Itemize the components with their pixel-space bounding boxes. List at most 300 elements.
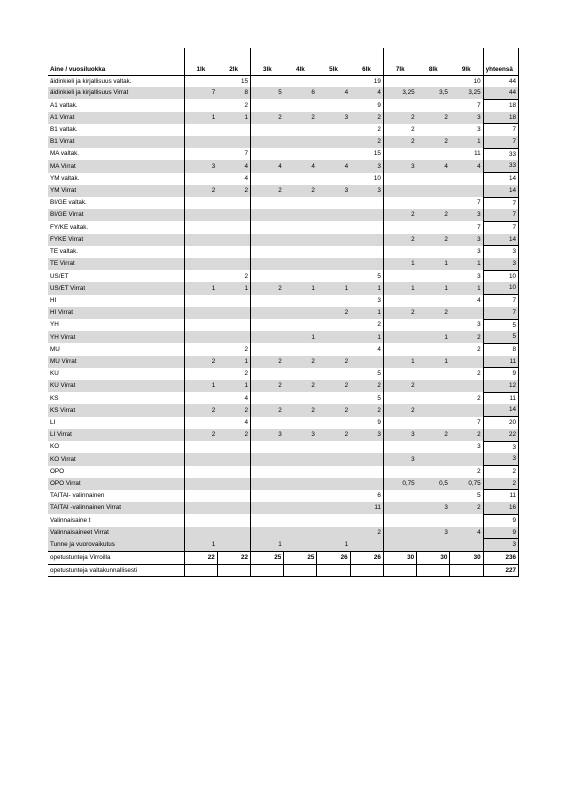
row-total: 11	[483, 356, 518, 368]
row-cell	[450, 185, 483, 197]
row-cell	[417, 404, 450, 416]
row-cell	[317, 75, 350, 87]
row-cell: 0,75	[383, 478, 416, 490]
row-cell: 7	[477, 418, 481, 426]
row-cell	[317, 478, 350, 490]
row-subject: KU Virrat	[48, 380, 184, 392]
row-cell: 2	[383, 209, 416, 221]
row-cell	[217, 246, 250, 258]
row-cell	[450, 514, 483, 526]
row-cell	[417, 490, 450, 502]
row-subject: Tunne ja vuorovaikutus	[48, 539, 184, 552]
row-cell: 2	[383, 380, 416, 392]
row-cell	[184, 75, 217, 87]
row-cell: 1	[417, 282, 450, 294]
row-cell: 1	[417, 258, 450, 270]
table-row	[48, 282, 519, 294]
row-cell	[184, 502, 217, 514]
row-cell	[383, 466, 416, 478]
lesson-hours-table	[48, 48, 519, 577]
row-cell	[383, 368, 416, 380]
row-cell: 2	[477, 345, 481, 353]
row-cell: 2	[284, 380, 317, 392]
row-cell: 3	[477, 443, 481, 451]
row-cell: 4	[244, 394, 248, 402]
row-cell: 4	[217, 160, 250, 172]
row-cell	[284, 221, 317, 233]
row-cell	[417, 185, 450, 197]
row-total: 7	[483, 136, 518, 148]
row-cell	[350, 478, 383, 490]
row-cell	[317, 441, 350, 453]
row-cell	[250, 466, 283, 478]
row-subject: Valinnaisaineet Virrat	[48, 527, 184, 539]
national-row-cell	[284, 564, 317, 577]
row-cell	[317, 331, 350, 343]
row-total: 16	[483, 502, 518, 514]
row-cell: 7	[477, 199, 481, 207]
row-subject: MU	[50, 345, 60, 353]
row-cell: 5	[377, 370, 381, 378]
row-cell	[284, 368, 317, 380]
table-row	[48, 478, 519, 490]
row-cell: 3	[350, 160, 383, 172]
row-cell: 5	[377, 272, 381, 280]
row-subject: MA Virrat	[48, 160, 184, 172]
row-cell	[184, 234, 217, 246]
row-cell	[217, 478, 250, 490]
row-cell	[383, 490, 416, 502]
row-cell	[217, 197, 250, 209]
row-cell	[383, 441, 416, 453]
row-cell	[250, 99, 283, 111]
row-cell: 5	[250, 87, 283, 99]
row-cell: 3	[317, 112, 350, 124]
national-row-cell	[217, 564, 250, 577]
table-row	[48, 380, 519, 392]
row-cell: 2	[217, 185, 250, 197]
row-cell	[317, 453, 350, 465]
row-cell	[184, 124, 217, 136]
row-cell: 1	[450, 282, 483, 294]
sum-row-cell: 30	[450, 551, 483, 564]
row-cell	[317, 124, 350, 136]
row-cell	[217, 136, 250, 148]
row-cell	[250, 234, 283, 246]
row-subject: KS Virrat	[48, 404, 184, 416]
row-cell	[217, 234, 250, 246]
row-cell	[350, 453, 383, 465]
row-cell	[350, 197, 383, 209]
row-cell	[284, 295, 317, 307]
row-cell	[184, 478, 217, 490]
row-subject: US/ET Virrat	[48, 282, 184, 294]
row-cell	[184, 209, 217, 221]
row-cell	[383, 270, 416, 282]
row-cell: 4	[450, 160, 483, 172]
row-cell: 1	[184, 282, 217, 294]
row-cell	[450, 453, 483, 465]
row-cell: 1	[450, 258, 483, 270]
row-subject: A1 valtak.	[50, 101, 78, 109]
table-row	[48, 234, 519, 246]
table-row	[48, 160, 519, 172]
header-grade: 4lk	[284, 48, 317, 75]
row-cell	[350, 356, 383, 368]
row-total: 7	[483, 307, 518, 319]
row-cell: 3	[350, 429, 383, 441]
row-cell	[350, 258, 383, 270]
row-total: 33	[483, 160, 518, 172]
row-cell	[317, 99, 350, 111]
row-subject: KS	[50, 394, 59, 402]
row-subject: LI Virrat	[48, 429, 184, 441]
table-row	[48, 124, 519, 136]
row-cell	[184, 221, 217, 233]
row-cell: 2	[244, 272, 248, 280]
row-cell: 1	[284, 331, 317, 343]
national-row-cell	[350, 564, 383, 577]
row-subject: OPO Virrat	[48, 478, 184, 490]
row-cell	[417, 392, 450, 404]
row-cell	[350, 234, 383, 246]
row-cell: 7	[477, 101, 481, 109]
table-row	[48, 441, 519, 453]
row-cell	[350, 441, 383, 453]
table-row	[48, 331, 519, 343]
row-cell	[317, 197, 350, 209]
row-cell	[250, 453, 283, 465]
sum-row-cell: 22	[217, 551, 250, 564]
row-total: 10	[483, 270, 518, 282]
sum-row-cell: 26	[350, 551, 383, 564]
row-cell: 1	[184, 380, 217, 392]
row-total: 14	[483, 404, 518, 416]
row-total: 33	[483, 148, 518, 160]
row-cell	[284, 514, 317, 526]
row-cell: 2	[317, 429, 350, 441]
row-cell: 2	[250, 356, 283, 368]
row-cell: 2	[477, 467, 481, 475]
row-cell	[350, 246, 383, 258]
row-cell	[284, 453, 317, 465]
row-cell	[383, 331, 416, 343]
row-cell: 1	[317, 539, 350, 552]
row-cell	[284, 417, 317, 429]
row-cell: 1	[383, 258, 416, 270]
row-cell	[383, 502, 416, 514]
row-cell	[317, 148, 350, 160]
national-row-cell	[417, 564, 450, 577]
row-cell	[184, 99, 217, 111]
row-cell	[250, 221, 283, 233]
row-cell	[417, 173, 450, 185]
row-cell: 2	[350, 112, 383, 124]
row-subject: US/ET	[50, 272, 69, 280]
row-subject: Valinnaisaine t	[50, 516, 91, 524]
row-cell: 4	[450, 527, 483, 539]
row-cell	[383, 75, 416, 87]
row-cell	[217, 258, 250, 270]
row-cell	[450, 404, 483, 416]
row-cell: 2	[284, 404, 317, 416]
row-cell: 2	[383, 234, 416, 246]
row-cell	[250, 75, 283, 87]
row-cell: 1	[250, 539, 283, 552]
row-cell	[284, 197, 317, 209]
sum-row-cell: 22	[184, 551, 217, 564]
row-total: 2	[483, 466, 518, 478]
row-cell	[317, 466, 350, 478]
row-total: 14	[483, 185, 518, 197]
row-cell: 1	[417, 356, 450, 368]
row-cell	[217, 209, 250, 221]
row-total: 7	[483, 209, 518, 221]
row-cell	[350, 209, 383, 221]
row-cell	[317, 319, 350, 331]
row-total: 22	[483, 429, 518, 441]
row-cell	[383, 148, 416, 160]
row-total: 2	[483, 478, 518, 490]
row-cell	[317, 136, 350, 148]
row-subject: HI	[50, 296, 57, 304]
row-cell: 5	[377, 394, 381, 402]
header-grade: 7lk	[383, 48, 416, 75]
row-cell: 1	[217, 380, 250, 392]
row-cell	[284, 124, 317, 136]
row-cell	[284, 75, 317, 87]
row-cell	[417, 466, 450, 478]
row-total: 3	[483, 441, 518, 453]
row-total: 9	[483, 514, 518, 526]
row-cell	[217, 124, 250, 136]
national-row-cell	[450, 564, 483, 577]
row-cell	[217, 514, 250, 526]
row-cell: 3	[450, 209, 483, 221]
row-cell	[184, 307, 217, 319]
row-cell	[217, 441, 250, 453]
row-subject: TE valtak.	[50, 248, 78, 256]
table-row	[48, 87, 519, 99]
row-cell: 3	[383, 160, 416, 172]
row-cell	[317, 221, 350, 233]
row-cell: 2	[450, 502, 483, 514]
row-total: 11	[483, 392, 518, 404]
row-cell: 2	[317, 380, 350, 392]
row-cell: 3	[477, 321, 481, 329]
row-cell: 2	[250, 282, 283, 294]
row-subject: TE Virrat	[48, 258, 184, 270]
row-cell	[417, 295, 450, 307]
row-cell	[417, 99, 450, 111]
row-cell: 11	[474, 150, 481, 158]
row-total: 20	[483, 417, 518, 429]
row-cell	[383, 392, 416, 404]
row-cell	[350, 514, 383, 526]
row-total: 5	[483, 319, 518, 331]
row-subject: TAITAI- valinnainen	[50, 492, 105, 500]
row-cell: 2	[284, 356, 317, 368]
row-cell	[250, 307, 283, 319]
row-cell	[383, 197, 416, 209]
row-cell: 19	[373, 77, 381, 85]
sum-row-cell: 30	[417, 551, 450, 564]
row-total: 44	[483, 87, 518, 99]
row-cell: 2	[350, 527, 383, 539]
row-cell: 2	[284, 112, 317, 124]
row-total: 14	[483, 173, 518, 185]
row-cell: 1	[383, 356, 416, 368]
row-cell	[284, 173, 317, 185]
row-cell	[317, 527, 350, 539]
row-total: 10	[483, 282, 518, 294]
row-cell: 2	[250, 404, 283, 416]
header-total: yhteensä	[483, 48, 518, 75]
row-cell: 3	[477, 248, 481, 256]
table-row	[48, 197, 519, 209]
row-cell	[383, 539, 416, 552]
row-cell: 2	[244, 345, 248, 353]
sum-row-cell: 25	[250, 551, 283, 564]
table-row	[48, 173, 519, 185]
row-cell: 4	[417, 160, 450, 172]
table-row	[48, 295, 519, 307]
row-subject: äidinkieli ja kirjallisuus Virrat	[48, 87, 184, 99]
row-cell	[184, 319, 217, 331]
row-subject: A1 Virrat	[48, 112, 184, 124]
header-subject: Aine / vuosiluokka	[48, 48, 184, 75]
row-subject: B1 Virrat	[48, 136, 184, 148]
row-cell	[350, 466, 383, 478]
row-cell	[217, 502, 250, 514]
row-total: 11	[483, 490, 518, 502]
row-cell: 0,75	[450, 478, 483, 490]
row-cell	[417, 221, 450, 233]
row-cell	[284, 270, 317, 282]
row-total: 44	[483, 75, 518, 87]
row-cell: 10	[373, 174, 381, 182]
national-row-cell	[317, 564, 350, 577]
row-cell: 2	[244, 101, 248, 109]
row-cell: 4	[250, 160, 283, 172]
row-cell: 1	[184, 539, 217, 552]
row-cell	[184, 441, 217, 453]
row-cell: 2	[317, 404, 350, 416]
row-cell: 1	[184, 112, 217, 124]
row-cell: 4	[284, 160, 317, 172]
row-total: 7	[483, 197, 518, 209]
row-total: 5	[483, 331, 518, 343]
row-cell	[417, 124, 450, 136]
row-cell	[250, 270, 283, 282]
table-row	[48, 112, 519, 124]
row-cell	[450, 307, 483, 319]
row-total: 3	[483, 539, 518, 552]
row-cell	[250, 490, 283, 502]
row-cell: 2	[417, 429, 450, 441]
row-cell	[284, 99, 317, 111]
row-cell	[250, 527, 283, 539]
national-row-cell	[184, 564, 217, 577]
row-cell: 3,25	[383, 87, 416, 99]
header-grade: 8lk	[417, 48, 450, 75]
row-cell	[284, 527, 317, 539]
row-cell	[284, 490, 317, 502]
row-subject: KU	[50, 370, 59, 378]
row-cell	[217, 466, 250, 478]
row-cell	[217, 453, 250, 465]
row-cell	[284, 148, 317, 160]
row-cell	[250, 148, 283, 160]
row-cell	[184, 343, 217, 355]
row-cell	[250, 246, 283, 258]
row-cell	[250, 331, 283, 343]
row-cell	[383, 319, 416, 331]
row-subject: MU Virrat	[48, 356, 184, 368]
row-cell	[184, 368, 217, 380]
row-cell: 4	[244, 174, 248, 182]
row-cell	[383, 527, 416, 539]
table-row	[48, 136, 519, 148]
row-cell	[284, 441, 317, 453]
row-subject: TAITAI -valinnainen Virrat	[48, 502, 184, 514]
row-cell	[217, 307, 250, 319]
row-cell: 3	[184, 160, 217, 172]
row-cell: 2	[417, 209, 450, 221]
table-row	[48, 221, 519, 233]
row-subject: YM Virrat	[48, 185, 184, 197]
row-cell: 4	[317, 87, 350, 99]
row-subject: YH	[50, 321, 59, 329]
row-cell	[417, 514, 450, 526]
national-row-cell	[250, 564, 283, 577]
row-total: 18	[483, 112, 518, 124]
national-row-cell	[383, 564, 416, 577]
row-cell: 2	[450, 331, 483, 343]
row-cell: 1	[217, 282, 250, 294]
row-cell: 4	[317, 160, 350, 172]
row-cell	[417, 148, 450, 160]
row-cell	[417, 453, 450, 465]
row-total: 7	[483, 124, 518, 136]
row-cell	[184, 148, 217, 160]
table-row	[48, 527, 519, 539]
row-cell: 2	[284, 185, 317, 197]
row-cell: 1	[350, 282, 383, 294]
row-subject: FYKE Virrat	[48, 234, 184, 246]
row-cell: 1	[350, 331, 383, 343]
table-row	[48, 539, 519, 552]
table-row	[48, 99, 519, 111]
row-cell: 5	[477, 492, 481, 500]
row-cell: 3	[383, 453, 416, 465]
table-row	[48, 246, 519, 258]
row-cell: 2	[184, 429, 217, 441]
table-row	[48, 392, 519, 404]
row-cell: 2	[417, 112, 450, 124]
row-cell: 4	[244, 418, 248, 426]
row-total: 18	[483, 99, 518, 111]
row-cell: 4	[377, 345, 381, 353]
row-total: 3	[483, 246, 518, 258]
row-cell	[250, 478, 283, 490]
row-cell	[217, 490, 250, 502]
row-cell	[450, 173, 483, 185]
row-cell: 1	[317, 282, 350, 294]
row-cell: 1	[284, 282, 317, 294]
table-row	[48, 502, 519, 514]
table-row	[48, 148, 519, 160]
